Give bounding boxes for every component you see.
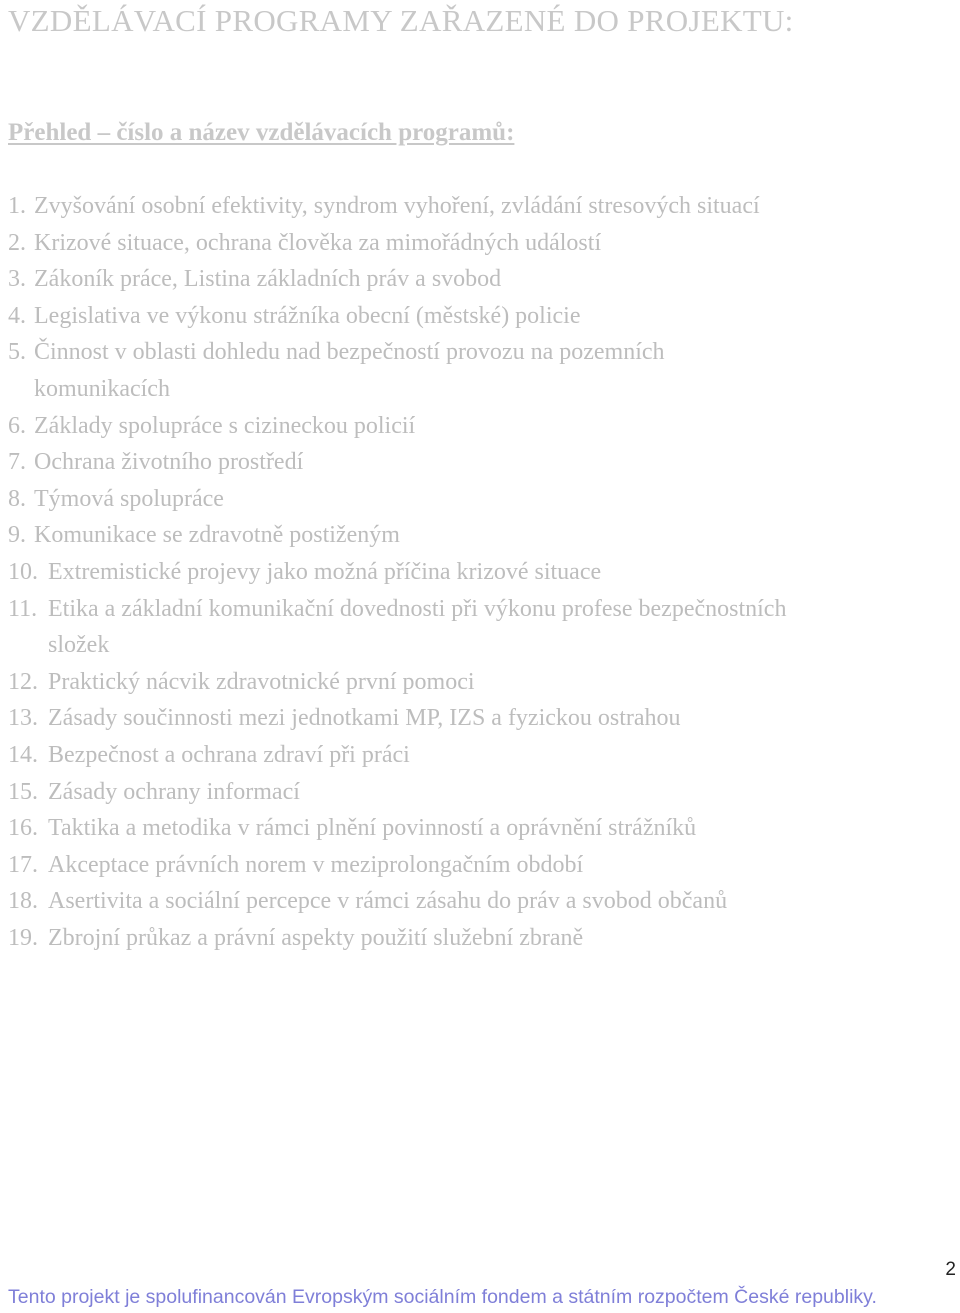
program-name	[34, 481, 224, 518]
program-name	[48, 554, 601, 591]
list-item	[8, 517, 938, 554]
list-item	[8, 444, 938, 481]
program-name-line: Taktika a metodika v rámci plnění povinností a oprávnění strážníků	[48, 815, 697, 842]
program-number: 4.	[8, 302, 26, 329]
program-number: 12.	[8, 668, 38, 695]
program-number: 9.	[8, 522, 26, 549]
program-name-line: Ochrana životního prostředí	[34, 449, 304, 476]
program-name-line: Zbrojní průkaz a právní aspekty použití služební zbraně	[48, 924, 584, 951]
program-number: 18.	[8, 888, 38, 915]
list-item	[8, 737, 938, 774]
program-name-line: Komunikace se zdravotně postiženým	[34, 522, 400, 549]
section-heading: Přehled – číslo a název vzdělávacích programů:	[8, 119, 515, 146]
program-name-line: Legislativa ve výkonu strážníka obecní (městské) policie	[34, 302, 581, 329]
program-name-line: Krizové situace, ochrana člověka za mimořádných událostí	[34, 229, 602, 256]
list-item	[8, 261, 938, 298]
program-name	[34, 225, 601, 262]
list-item	[8, 408, 938, 445]
program-name-line: Asertivita a sociální percepce v rámci zásahu do práv a svobod občanů	[48, 888, 728, 915]
list-item	[8, 481, 938, 518]
program-number: 10.	[8, 558, 38, 585]
list-item	[8, 591, 938, 664]
program-name	[34, 517, 400, 554]
footer-note: Tento projekt je spolufinancován Evropským sociálním fondem a státním rozpočtem České republiky.	[8, 1286, 877, 1308]
program-number: 8.	[8, 485, 26, 512]
program-name-line: složek	[48, 632, 110, 659]
program-name-line: Zásady součinnosti mezi jednotkami MP, IZS a fyzickou ostrahou	[48, 705, 681, 732]
program-name	[48, 737, 410, 774]
list-item	[8, 920, 938, 957]
program-number: 1.	[8, 193, 26, 219]
program-name-line: Týmová spolupráce	[34, 485, 224, 512]
list-item	[8, 298, 938, 335]
program-number: 11.	[8, 595, 38, 622]
program-number: 16.	[8, 815, 38, 842]
program-name	[48, 774, 300, 811]
program-number: 14.	[8, 741, 38, 768]
program-number: 17.	[8, 851, 38, 878]
program-name-line: komunikacích	[34, 375, 170, 402]
program-name-line: Zásady ochrany informací	[48, 778, 300, 805]
program-name-line: Zvyšování osobní efektivity, syndrom vyhoření, zvládání stresových situací	[34, 193, 760, 219]
list-item	[8, 664, 938, 701]
program-name-line: Zákoník práce, Listina základních práv a svobod	[34, 266, 502, 293]
list-item	[8, 883, 938, 920]
program-number: 2.	[8, 229, 26, 256]
program-name-line: Extremistické projevy jako možná příčina krizové situace	[48, 558, 602, 585]
program-number: 6.	[8, 412, 26, 439]
program-name-line: Činnost v oblasti dohledu nad bezpečností provozu na pozemních	[34, 339, 665, 366]
page-number: 2	[945, 1259, 956, 1280]
program-name	[48, 591, 786, 664]
program-name	[48, 847, 583, 884]
program-name-line: Praktický nácvik zdravotnické první pomoci	[48, 668, 475, 695]
program-name	[48, 920, 583, 957]
program-name	[48, 883, 727, 920]
program-name	[48, 664, 475, 701]
program-number: 7.	[8, 449, 26, 476]
program-number: 13.	[8, 705, 38, 732]
page-title: VZDĚLÁVACÍ PROGRAMY ZAŘAZENÉ DO PROJEKTU:	[8, 3, 794, 38]
program-name-line: Základy spolupráce s cizineckou policií	[34, 412, 416, 439]
program-number: 5.	[8, 339, 26, 366]
program-name	[34, 334, 665, 407]
program-name	[48, 810, 696, 847]
program-name-line: Bezpečnost a ochrana zdraví při práci	[48, 741, 410, 768]
list-item	[8, 188, 938, 225]
program-number: 19.	[8, 924, 38, 951]
program-name	[48, 700, 681, 737]
program-list	[8, 188, 938, 956]
list-item	[8, 810, 938, 847]
program-number: 3.	[8, 266, 26, 293]
program-name	[34, 298, 581, 335]
program-number: 15.	[8, 778, 38, 805]
program-name	[34, 408, 415, 445]
list-item	[8, 334, 938, 407]
list-item	[8, 847, 938, 884]
list-item	[8, 225, 938, 262]
list-item	[8, 774, 938, 811]
program-name	[34, 188, 760, 225]
program-name-line: Akceptace právních norem v meziprolongačním období	[48, 851, 584, 878]
list-item	[8, 554, 938, 591]
program-name	[34, 444, 303, 481]
list-item	[8, 700, 938, 737]
program-name	[34, 261, 501, 298]
program-name-line: Etika a základní komunikační dovednosti při výkonu profese bezpečnostních	[48, 595, 787, 622]
